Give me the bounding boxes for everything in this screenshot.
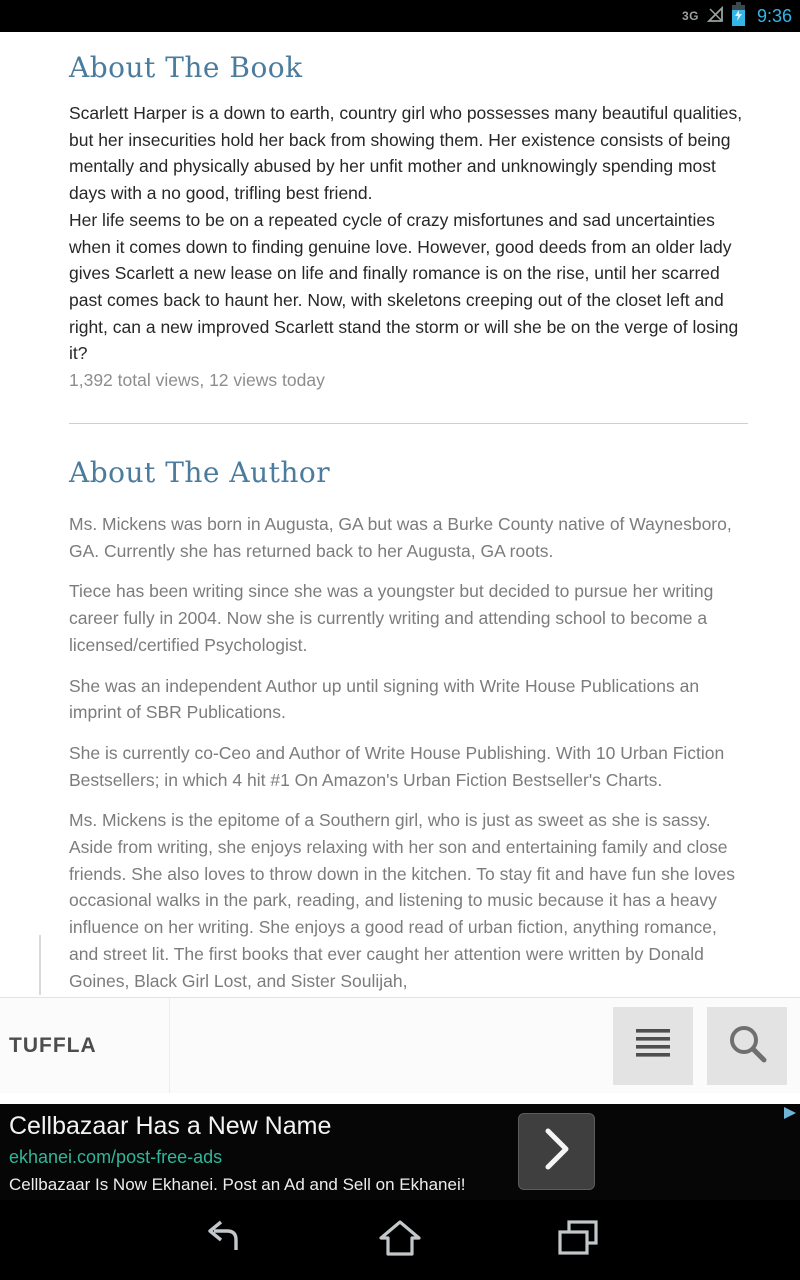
author-bio	[69, 511, 748, 994]
author-paragraph: Ms. Mickens is the epitome of a Southern girl, who is just as sweet as she is sassy. Aside from writing, she enjoys relaxing with her son and entertaining family and close friends. She also loves to throw down in the kitchen. To stay fit and have fun she loves occasional walks in the park, reading, and listening to music because it has a heavy influence on her writing. She enjoys a good read of urban fiction, anything romance, and street lit. The first books that ever caught her attention were written by Donald Goines, Black Girl Lost, and Sister Soulijah,	[69, 810, 736, 991]
site-brand-cell[interactable]	[0, 998, 170, 1093]
ad-title: Cellbazaar Has a New Name	[9, 1112, 332, 1140]
webpage-content	[0, 32, 800, 997]
site-brand[interactable]: TUFFLA	[9, 1033, 97, 1057]
clock: 9:36	[756, 5, 792, 26]
nav-back-button[interactable]	[179, 1210, 265, 1270]
ad-banner[interactable]	[0, 1104, 800, 1200]
section-divider	[69, 423, 748, 424]
chevron-right-icon	[542, 1127, 572, 1176]
about-author-heading: About The Author	[69, 456, 331, 490]
ad-cta-button[interactable]	[518, 1113, 595, 1190]
author-paragraph: She is currently co-Ceo and Author of Write House Publishing. With 10 Urban Fiction Bestsellers; in which 4 hit #1 On Amazon's Urban Fiction Bestseller's Charts.	[69, 742, 725, 790]
author-paragraph: Ms. Mickens was born in Augusta, GA but was a Burke County native of Waynesboro, GA. Currently she has returned back to her Augusta, GA roots.	[69, 514, 732, 561]
adchoices-icon[interactable]	[782, 1105, 798, 1121]
status-bar	[0, 0, 800, 32]
book-paragraph: Scarlett Harper is a down to earth, country girl who possesses many beautiful qualities, but her insecurities hold her back from showing them. Her existence consists of being mentally and physically abused by her unfit mother and unknowingly spending most days with a no good, trifling best friend.	[69, 103, 743, 204]
android-nav-bar	[0, 1200, 800, 1280]
nav-recents-button[interactable]	[535, 1210, 621, 1270]
author-paragraph: Tiece has been writing since she was a youngster but decided to pursue her writing career fully in 2004. Now she is currently writing and attending school to become a licensed/certified Psychologist.	[69, 581, 714, 655]
ad-subtitle: Cellbazaar Is Now Ekhanei. Post an Ad and Sell on Ekhanei!	[9, 1175, 466, 1194]
book-paragraph: Her life seems to be on a repeated cycle of crazy misfortunes and sad uncertainties when it comes down to finding genuine love. However, good deeds from an older lady gives Scarlett a new lease on life and finally romance is on the rise, until her scarred past comes back to haunt her. Now, with skeletons creeping out of the closet left and right, can a new improved Scarlett stand the storm or will she be on the verge of losing it?	[69, 209, 739, 364]
network-type-label: 3G	[681, 9, 699, 23]
hamburger-menu-icon	[635, 1028, 671, 1063]
about-book-heading: About The Book	[69, 51, 303, 84]
signal-strength-icon	[706, 5, 724, 28]
battery-icon	[731, 2, 746, 31]
menu-button[interactable]	[613, 1007, 693, 1085]
site-footer-toolbar	[0, 997, 800, 1093]
book-description	[69, 100, 748, 367]
author-paragraph: She was an independent Author up until signing with Write House Publications an imprint of SBR Publications.	[69, 675, 700, 723]
views-count: 1,392 total views, 12 views today	[69, 370, 325, 391]
search-button[interactable]	[707, 1007, 787, 1085]
search-icon	[726, 1022, 768, 1069]
scrollbar-thumb[interactable]	[39, 935, 41, 995]
home-icon	[376, 1217, 424, 1264]
recents-icon	[555, 1217, 601, 1264]
page-bottom-gap	[0, 1093, 800, 1104]
ad-url: ekhanei.com/post-free-ads	[9, 1147, 223, 1167]
nav-home-button[interactable]	[357, 1210, 443, 1270]
back-icon	[199, 1217, 245, 1264]
